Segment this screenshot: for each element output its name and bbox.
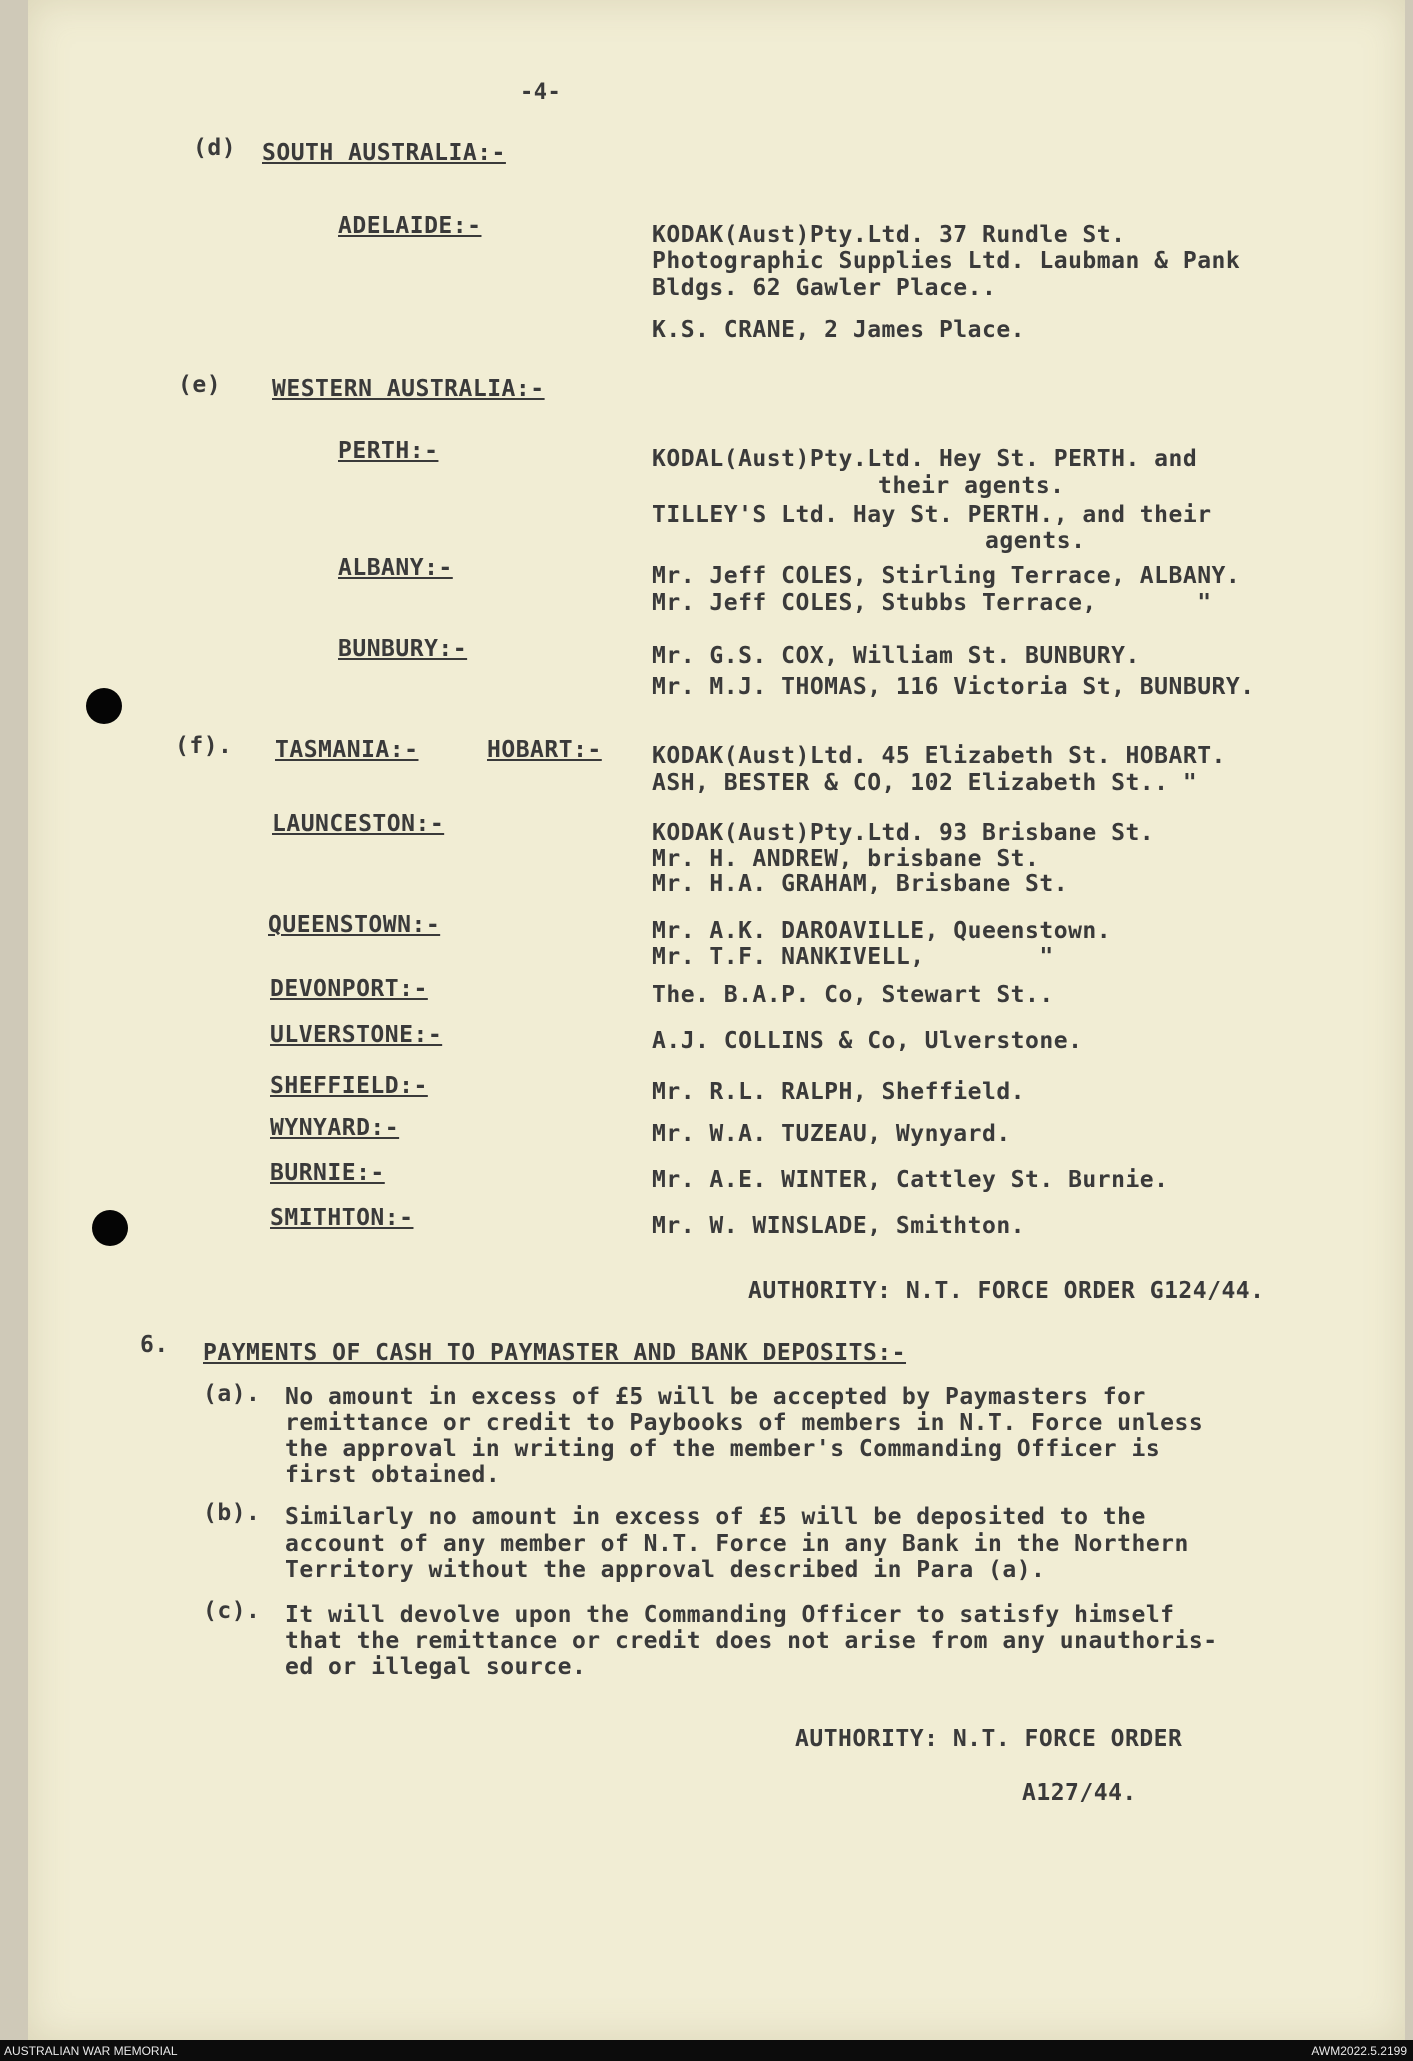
albany-line-2: Mr. Jeff COLES, Stubbs Terrace, " [652,590,1212,616]
adelaide-line-4: K.S. CRANE, 2 James Place. [652,317,1026,343]
launceston-line-1: KODAK(Aust)Pty.Ltd. 93 Brisbane St. [652,820,1155,846]
section-d-heading: SOUTH AUSTRALIA:- [262,140,506,166]
archive-footer [0,2040,1413,2061]
perth-line-3: TILLEY'S Ltd. Hay St. PERTH., and their [652,502,1212,528]
location-adelaide: ADELAIDE:- [338,213,482,239]
para-a-line-3: the approval in writing of the member's Commanding Officer is [285,1436,1161,1462]
para-a-line-2: remittance or credit to Paybooks of members in N.T. Force unless [285,1410,1204,1436]
perth-line-1: KODAL(Aust)Pty.Ltd. Hey St. PERTH. and [652,446,1198,472]
section-f-heading: TASMANIA:- [275,737,419,763]
adelaide-line-2: Photographic Supplies Ltd. Laubman & Pank [652,248,1241,274]
location-devonport: DEVONPORT:- [270,976,428,1002]
adelaide-line-3: Bldgs. 62 Gawler Place.. [652,275,997,301]
bunbury-line-1: Mr. G.S. COX, William St. BUNBURY. [652,643,1140,669]
page-number: -4- [520,80,562,105]
section-6-number: 6. [140,1332,169,1358]
location-ulverstone: ULVERSTONE:- [270,1022,443,1048]
perth-line-2: their agents. [878,473,1065,499]
location-hobart: HOBART:- [487,737,602,763]
location-sheffield: SHEFFIELD:- [270,1073,428,1099]
ulverstone-line-1: A.J. COLLINS & Co, Ulverstone. [652,1028,1083,1054]
footer-institution: AUSTRALIAN WAR MEMORIAL [4,2044,178,2058]
perth-line-4: agents. [985,528,1086,554]
location-burnie: BURNIE:- [270,1160,385,1186]
punch-hole-top [86,688,122,724]
para-b-line-2: account of any member of N.T. Force in any Bank in the Northern [285,1531,1189,1557]
albany-line-1: Mr. Jeff COLES, Stirling Terrace, ALBANY. [652,563,1241,589]
tasmania-authority: AUTHORITY: N.T. FORCE ORDER G124/44. [748,1278,1265,1304]
launceston-line-3: Mr. H.A. GRAHAM, Brisbane St. [652,871,1069,897]
location-queenstown: QUEENSTOWN:- [268,912,441,938]
para-b-line-1: Similarly no amount in excess of £5 will be deposited to the [285,1504,1146,1530]
hobart-line-2: ASH, BESTER & CO, 102 Elizabeth St.. " [652,770,1198,796]
section-e-marker: (e) [178,372,222,398]
launceston-line-2: Mr. H. ANDREW, brisbane St. [652,846,1040,872]
para-c-line-2: that the remittance or credit does not arise from any unauthoris- [285,1628,1218,1654]
para-a-line-4: first obtained. [285,1462,501,1488]
adelaide-line-1: KODAK(Aust)Pty.Ltd. 37 Rundle St. [652,222,1126,248]
para-b-marker: (b). [203,1500,261,1526]
smithton-line-1: Mr. W. WINSLADE, Smithton. [652,1213,1026,1239]
section-e-heading: WESTERN AUSTRALIA:- [272,376,545,402]
location-albany: ALBANY:- [338,555,453,581]
para-c-line-1: It will devolve upon the Commanding Officer to satisfy himself [285,1602,1175,1628]
footer-accession-number: AWM2022.5.2199 [1311,2044,1407,2058]
burnie-line-1: Mr. A.E. WINTER, Cattley St. Burnie. [652,1167,1169,1193]
location-smithton: SMITHTON:- [270,1205,414,1231]
punch-hole-bottom [92,1210,128,1246]
document-page [28,0,1405,2040]
hobart-line-1: KODAK(Aust)Ltd. 45 Elizabeth St. HOBART. [652,743,1226,769]
section-6-authority-ref: A127/44. [1022,1780,1137,1806]
devonport-line-1: The. B.A.P. Co, Stewart St.. [652,982,1054,1008]
para-a-line-1: No amount in excess of £5 will be accepted by Paymasters for [285,1384,1146,1410]
bunbury-line-2: Mr. M.J. THOMAS, 116 Victoria St, BUNBURY. [652,674,1255,700]
location-bunbury: BUNBURY:- [338,636,468,662]
location-launceston: LAUNCESTON:- [272,811,445,837]
para-b-line-3: Territory without the approval described in Para (a). [285,1557,1046,1583]
queenstown-line-2: Mr. T.F. NANKIVELL, " [652,944,1054,970]
section-6-heading: PAYMENTS OF CASH TO PAYMASTER AND BANK DEPOSITS:- [203,1340,907,1366]
location-perth: PERTH:- [338,438,439,464]
sheffield-line-1: Mr. R.L. RALPH, Sheffield. [652,1079,1026,1105]
para-c-line-3: ed or illegal source. [285,1654,587,1680]
location-wynyard: WYNYARD:- [270,1115,400,1141]
queenstown-line-1: Mr. A.K. DAROAVILLE, Queenstown. [652,918,1112,944]
section-f-marker: (f). [175,733,233,759]
section-6-authority: AUTHORITY: N.T. FORCE ORDER [795,1726,1183,1752]
wynyard-line-1: Mr. W.A. TUZEAU, Wynyard. [652,1121,1011,1147]
para-a-marker: (a). [203,1381,261,1407]
section-d-marker: (d) [193,135,237,161]
para-c-marker: (c). [203,1598,261,1624]
